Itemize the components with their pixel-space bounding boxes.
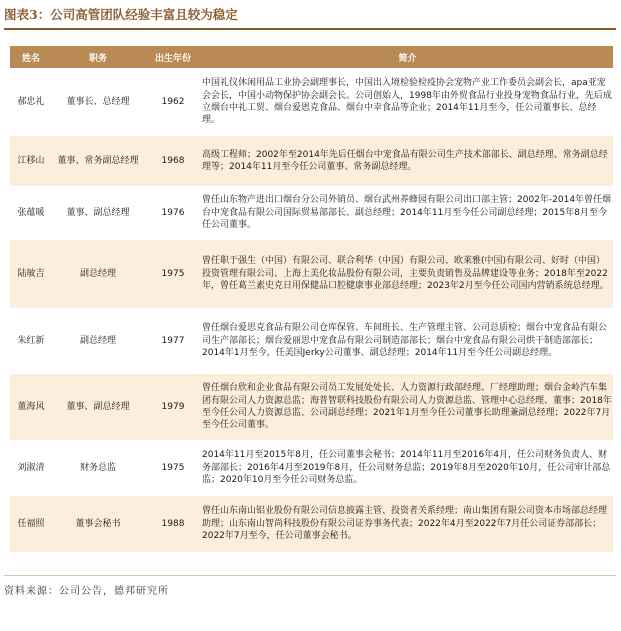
cell-bio: 曾任职于强生（中国）有限公司、联合利华（中国）有限公司、欧莱雅(中国)有限公司、好时（中国）投资管理有限公司、上海上美化妆品股份有限公司，主要负责销售及品牌建设等业务；2018年至2022年，曾任葛兰素史克日用保健品口腔健康事业部总经理；2023年2月至今任公司国内营销系统总经理。 <box>202 240 613 308</box>
cell-bio: 2014年11月至2015年8月，任公司董事会秘书；2014年11月至2016年4月，任公司财务负责人、财务部部长；2016年4月至2019年8月，任公司财务总监；2019年8月至2020年10月，任公司审计部总监；2020年10月至今任公司财务总监。 <box>202 440 613 496</box>
cell-bio: 中国礼仪休闲用品工业协会副理事长，中国出入境检验检疫协会宠物产业工作委员会副会长，apa亚宠会会长，中国小动物保护协会副会长。公司创始人，1998年由外贸食品行业投身宠物食品行业，先后成立烟台中礼工贸、烟台爱恩克食品、烟台中幸食品等企业；2014年11月至今，任公司董事长、总经理。 <box>202 68 613 136</box>
executive-table <box>10 46 613 552</box>
cell-bio: 曾任山东物产进出口烟台分公司外销员、烟台武州养蜂园有限公司出口部主管；2002年-2014年曾任烟台中宠食品有限公司国际贸易部部长、副总经理；2014年11月至今任公司副总经理；2015年8月至今任公司董事。 <box>202 186 613 240</box>
cell-position: 董事会秘书 <box>52 496 144 552</box>
cell-name: 张蕴暖 <box>10 186 52 240</box>
cell-name: 江移山 <box>10 136 52 186</box>
header-position: 职务 <box>52 46 144 68</box>
header-birth-year: 出生年份 <box>144 46 202 68</box>
cell-position: 董事、副总经理 <box>52 374 144 440</box>
cell-position: 董事长、总经理 <box>52 68 144 136</box>
table-row <box>10 440 613 496</box>
cell-birth-year: 1968 <box>144 136 202 186</box>
cell-name: 任福照 <box>10 496 52 552</box>
header-bio: 简介 <box>202 46 613 68</box>
cell-name: 董海风 <box>10 374 52 440</box>
table-row <box>10 240 613 308</box>
cell-birth-year: 1988 <box>144 496 202 552</box>
table-row <box>10 308 613 374</box>
cell-position: 董事、副总经理 <box>52 186 144 240</box>
cell-birth-year: 1962 <box>144 68 202 136</box>
cell-name: 朱红新 <box>10 308 52 374</box>
cell-birth-year: 1975 <box>144 440 202 496</box>
table-row <box>10 374 613 440</box>
cell-bio: 曾任山东南山铝业股份有限公司信息披露主管、投资者关系经理；南山集团有限公司资本市场部总经理助理；山东南山智尚科技股份有限公司证券事务代表；2022年4月至2022年7月任公司证券部部长；2022年7月至今，任公司董事会秘书。 <box>202 496 613 552</box>
table-header-row <box>10 46 613 68</box>
cell-name: 刘淑清 <box>10 440 52 496</box>
cell-bio: 曾任烟台爱思克食品有限公司仓库保管、车间班长、生产管理主管、公司总质检；烟台中宠食品有限公司生产部部长；烟台爱丽思中宠食品有限公司制造部部长；烟台中宠食品有限公司烘干制造部部长；2014年1月至今，任美国Jerky公司董事、副总经理；2014年11月至今任公司副总经理。 <box>202 308 613 374</box>
source-note: 资料来源：公司公告，德邦研究所 <box>4 586 169 597</box>
figure-title: 图表3：公司高管团队经验丰富且较为稳定 <box>4 7 238 22</box>
cell-birth-year: 1975 <box>144 240 202 308</box>
cell-birth-year: 1977 <box>144 308 202 374</box>
cell-birth-year: 1976 <box>144 186 202 240</box>
cell-position: 财务总监 <box>52 440 144 496</box>
title-divider <box>4 28 616 30</box>
table-row <box>10 496 613 552</box>
cell-bio: 高级工程师；2002年至2014年先后任烟台中宠食品有限公司生产技术部部长、副总经理、常务副总经理等；2014年11月至今任公司董事、常务副总经理。 <box>202 136 613 186</box>
source-divider <box>4 575 616 576</box>
table-row <box>10 186 613 240</box>
cell-position: 董事、常务副总经理 <box>52 136 144 186</box>
cell-name: 郝忠礼 <box>10 68 52 136</box>
table-row <box>10 68 613 136</box>
cell-position: 副总经理 <box>52 308 144 374</box>
cell-position: 副总经理 <box>52 240 144 308</box>
cell-name: 陆敏吉 <box>10 240 52 308</box>
cell-bio: 曾任烟台欣和企业食品有限公司员工发展处处长、人力资源行政部经理、厂经理助理；烟台金岭汽车集团有限公司人力资源总监；海普智联科技股份有限公司人力资源总监、管理中心总经理、董事；2018年至今任公司人力资源总监、公司副总经理；2021年1月至今任公司董事长助理兼副总经理；2022年7月至今任公司董事。 <box>202 374 613 440</box>
header-name: 姓名 <box>10 46 52 68</box>
table-row <box>10 136 613 186</box>
cell-birth-year: 1979 <box>144 374 202 440</box>
